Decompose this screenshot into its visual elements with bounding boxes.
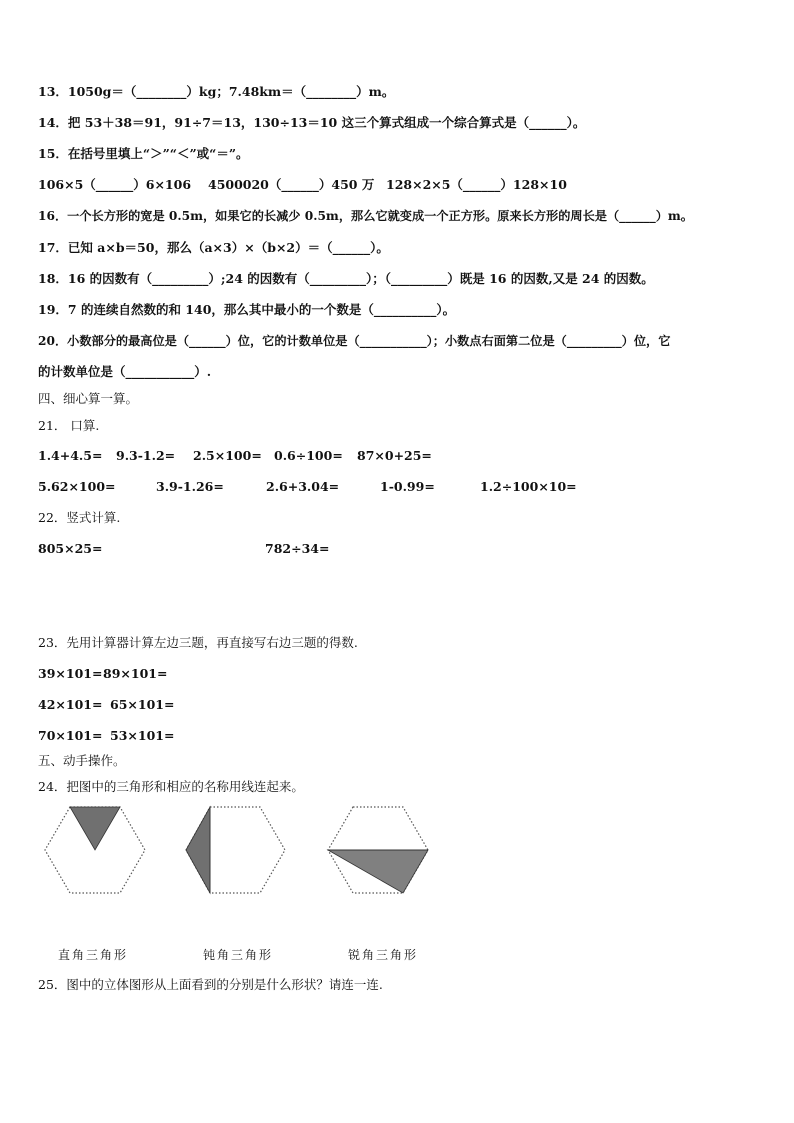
label-right-triangle: 直角三角形 xyxy=(58,948,129,962)
triangle-3-shaded xyxy=(328,850,428,893)
q21-r1-2: 9.3-1.2= xyxy=(116,448,176,463)
q21-r1-5: 87×0+25= xyxy=(357,448,432,463)
q15-item-1: 106×5（______）6×106 xyxy=(38,177,192,192)
question-20-line-1: 20．小数部分的最高位是（______）位，它的计数单位是（___________）；小数点右面第二位是（_________）位，它 xyxy=(38,334,671,348)
question-14: 14．把 53＋38＝91，91÷7＝13，130÷13＝10 这三个算式组成一个综合算式是（______）。 xyxy=(38,115,586,130)
q23-r2-right: 65×101= xyxy=(110,697,175,712)
q22-item-1: 805×25= xyxy=(38,541,103,556)
question-23: 23．先用计算器计算左边三题，再直接写右边三题的得数. xyxy=(38,635,358,650)
section-4-heading: 四、细心算一算。 xyxy=(38,391,139,406)
q21-r1-3: 2.5×100= xyxy=(193,448,262,463)
q21-r2-2: 3.9-1.26= xyxy=(156,479,224,494)
section-5-heading: 五、动手操作。 xyxy=(38,753,126,768)
q23-r3-left: 70×101= xyxy=(38,728,103,743)
question-19: 19．7 的连续自然数的和 140，那么其中最小的一个数是（__________）。 xyxy=(38,302,456,317)
q21-r2-1: 5.62×100= xyxy=(38,479,116,494)
q21-r1-4: 0.6÷100= xyxy=(274,448,343,463)
question-22: 22．竖式计算. xyxy=(38,510,121,525)
question-20-line-2: 的计数单位是（___________）. xyxy=(38,364,212,379)
question-16: 16．一个长方形的宽是 0.5m，如果它的长减少 0.5m，那么它就变成一个正方形。原来长方形的周长是（______）m。 xyxy=(38,209,693,223)
question-25: 25．图中的立体图形从上面看到的分别是什么形状？请连一连. xyxy=(38,977,383,992)
question-13: 13．1050g＝（________）kg；7.48km＝（________）m。 xyxy=(38,84,395,99)
label-acute-triangle: 锐角三角形 xyxy=(348,948,419,962)
q23-r1-left: 39×101= xyxy=(38,666,103,681)
q21-r2-5: 1.2÷100×10= xyxy=(480,479,577,494)
q23-r2-left: 42×101= xyxy=(38,697,103,712)
question-18: 18．16 的因数有（_________）;24 的因数有（_________）；（_________）既是 16 的因数,又是 24 的因数。 xyxy=(38,271,654,286)
q23-r1-right: 89×101= xyxy=(103,666,168,681)
question-15: 15．在括号里填上“＞”“＜”或“＝”。 xyxy=(38,146,249,161)
triangle-1-shaded xyxy=(70,807,120,850)
q15-item-3: 128×2×5（______）128×10 xyxy=(386,177,567,192)
q23-r3-right: 53×101= xyxy=(110,728,175,743)
q21-r2-4: 1-0.99= xyxy=(380,479,435,494)
triangle-2-shaded xyxy=(186,807,210,893)
question-21: 21． 口算. xyxy=(38,418,100,433)
question-24: 24．把图中的三角形和相应的名称用线连起来。 xyxy=(38,779,304,794)
label-obtuse-triangle: 钝角三角形 xyxy=(203,948,274,962)
q15-item-2: 4500020（______）450 万 xyxy=(208,177,375,192)
q21-r1-1: 1.4+4.5= xyxy=(38,448,103,463)
question-17: 17．已知 a×b＝50，那么（a×3）×（b×2）＝（______）。 xyxy=(38,240,389,255)
q22-item-2: 782÷34= xyxy=(265,541,330,556)
q21-r2-3: 2.6+3.04= xyxy=(266,479,340,494)
